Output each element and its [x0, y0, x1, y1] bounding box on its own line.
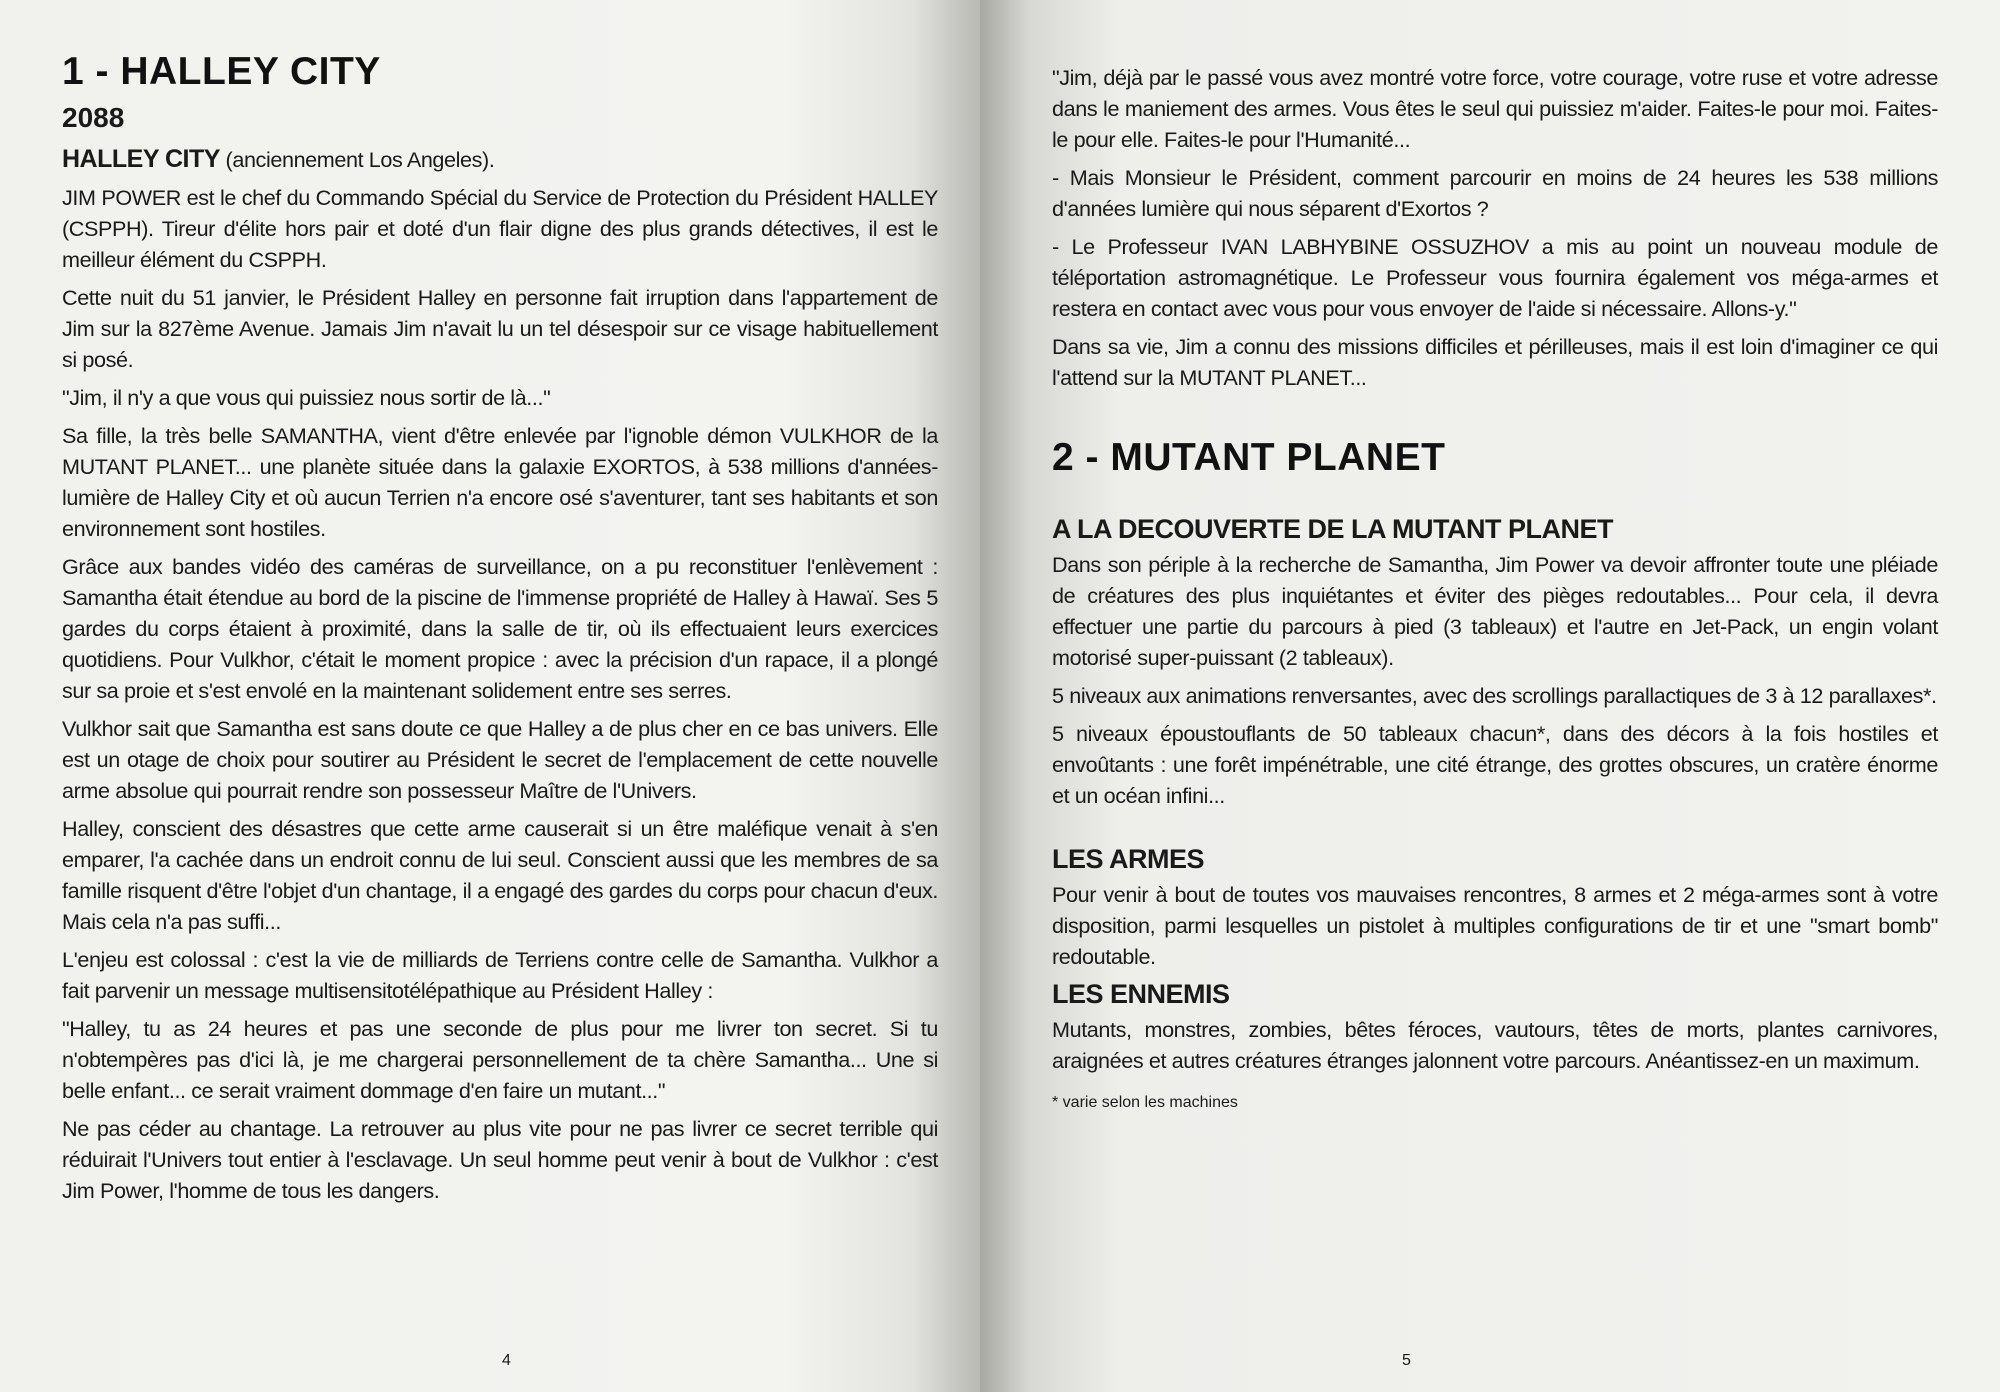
spacer — [1052, 400, 1938, 436]
left-paragraph: Halley, conscient des désastres que cette arme causerait si un être maléfique venait à s'en emparer, l'a cachée dans un endroit connu de lui seul. Conscient aussi que les membres de sa famille risquent d'être l'objet d'un chantage, il a engagé des gardes du corps pour chacun d'eux. Mais cela n'a pas suffi... — [62, 816, 938, 934]
left-page — [0, 0, 980, 1392]
right-paragraph: Dans sa vie, Jim a connu des missions difficiles et périlleuses, mais il est loin d'imaginer ce qui l'attend sur la MUTANT PLANET... — [1052, 334, 1938, 390]
left-paragraph: Ne pas céder au chantage. La retrouver au plus vite pour ne pas livrer ce secret terrible qui réduirait l'Univers tout entier à l'esclavage. Un seul homme peut venir à bout de Vulkhor : c'est Jim Power, l'homme de tous les dangers. — [62, 1116, 938, 1203]
left-paragraph: "Halley, tu as 24 heures et pas une seconde de plus pour me livrer ton secret. Si tu n'obtempères pas d'ici là, je me chargerai personnellement de ta chère Samantha... Une si belle enfant... ce serait vraiment dommage d'en faire un mutant..." — [62, 1016, 938, 1103]
section-title-halley-city: 1 - HALLEY CITY — [62, 50, 381, 93]
discovery-paragraph: 5 niveaux époustouflants de 50 tableaux chacun*, dans des décors à la fois hostiles et envoûtants : une forêt impénétrable, une cité étrange, des grottes obscures, un cratère énorme et un océan infini... — [1052, 721, 1938, 808]
enemies-paragraph: Mutants, monstres, zombies, bêtes féroces, vautours, têtes de morts, plantes carnivores, araignées et autres créatures étranges jalonnent votre parcours. Anéantissez-en un maximum. — [1052, 1017, 1938, 1073]
page-number-left: 4 — [502, 1352, 511, 1369]
subtitle-enemies: LES ENNEMIS — [1052, 979, 1230, 1009]
left-paragraph: JIM POWER est le chef du Commando Spécial du Service de Protection du Président HALLEY (CSPPH). Tireur d'élite hors pair et doté d'un flair digne des plus grands détectives, il est le meilleur élément du CSPPH. — [62, 185, 938, 272]
discovery-paragraph: 5 niveaux aux animations renversantes, avec des scrollings parallactiques de 3 à 12 parallaxes*. — [1052, 683, 1937, 708]
left-paragraph: Cette nuit du 51 janvier, le Président Halley en personne fait irruption dans l'appartement de Jim sur la 827ème Avenue. Jamais Jim n'avait lu un tel désespoir sur ce visage habituellement si posé. — [62, 285, 938, 372]
right-paragraph: - Mais Monsieur le Président, comment parcourir en moins de 24 heures les 538 millions d'années lumière qui nous séparent d'Exortos ? — [1052, 165, 1938, 221]
left-paragraph: L'enjeu est colossal : c'est la vie de milliards de Terriens contre celle de Samantha. Vulkhor a fait parvenir un message multisensitotélépathique au Président Halley : — [62, 947, 938, 1003]
spacer — [1052, 818, 1938, 844]
left-paragraph: "Jim, il n'y a que vous qui puissiez nous sortir de là..." — [62, 385, 551, 410]
intro-rest: (anciennement Los Angeles). — [219, 147, 495, 172]
footnote: * varie selon les machines — [1052, 1094, 1238, 1111]
spacer — [1052, 488, 1938, 514]
section-title-mutant-planet: 2 - MUTANT PLANET — [1052, 436, 1446, 479]
intro-bold: HALLEY CITY — [62, 145, 220, 173]
intro-line — [62, 144, 938, 175]
weapons-paragraph: Pour venir à bout de toutes vos mauvaises rencontres, 8 armes et 2 méga-armes sont à votre disposition, parmi lesquelles un pistolet à multiples configurations de tir et une "smart bomb" redoutable. — [1052, 882, 1938, 969]
right-page — [980, 0, 2000, 1392]
right-paragraph: - Le Professeur IVAN LABHYBINE OSSUZHOV a mis au point un nouveau module de téléportation astromagnétique. Le Professeur vous fournira également vos méga-armes et restera en contact avec vous pour vous envoyer de l'aide si nécessaire. Allons-y." — [1052, 234, 1938, 321]
subtitle-weapons: LES ARMES — [1052, 844, 1205, 874]
left-paragraph: Sa fille, la très belle SAMANTHA, vient d'être enlevée par l'ignoble démon VULKHOR de la MUTANT PLANET... une planète située dans la galaxie EXORTOS, à 538 millions d'années-lumière de Halley City et où aucun Terrien n'a encore osé s'aventurer, tant ses habitants et son environnement sont hostiles. — [62, 423, 938, 541]
subtitle-discovery: A LA DECOUVERTE DE LA MUTANT PLANET — [1052, 514, 1613, 544]
left-paragraph: Grâce aux bandes vidéo des caméras de surveillance, on a pu reconstituer l'enlèvement : Samantha était étendue au bord de la piscine de l'immense propriété de Halley à Hawaï. Ses 5 gardes du corps étaient à proximité, dans la salle de tir, où ils effectuaient leurs exercices quotidiens. Pour Vulkhor, c'était le moment propice : avec la précision d'un rapace, il a plongé sur sa proie et s'est envolé en la maintenant solidement entre ses serres. — [62, 554, 938, 703]
page-number-right: 5 — [1402, 1352, 1411, 1369]
right-paragraph: "Jim, déjà par le passé vous avez montré votre force, votre courage, votre ruse et votre adresse dans le maniement des armes. Vous êtes le seul qui puissiez m'aider. Faites-le pour moi. Faites-le pour elle. Faites-le pour l'Humanité... — [1052, 65, 1938, 152]
year-heading: 2088 — [62, 102, 125, 133]
left-paragraph: Vulkhor sait que Samantha est sans doute ce que Halley a de plus cher en ce bas univers. Elle est un otage de choix pour soutirer au Président le secret de l'emplacement de cette nouvelle arme absolue qui pourrait rendre son possesseur Maître de l'Univers. — [62, 716, 938, 803]
discovery-paragraph: Dans son périple à la recherche de Samantha, Jim Power va devoir affronter toute une pléiade de créatures des plus inquiétantes et éviter des pièges redoutables... Pour cela, il devra effectuer une partie du parcours à pied (3 tableaux) et l'autre en Jet-Pack, un engin volant motorisé super-puissant (2 tableaux). — [1052, 552, 1938, 670]
